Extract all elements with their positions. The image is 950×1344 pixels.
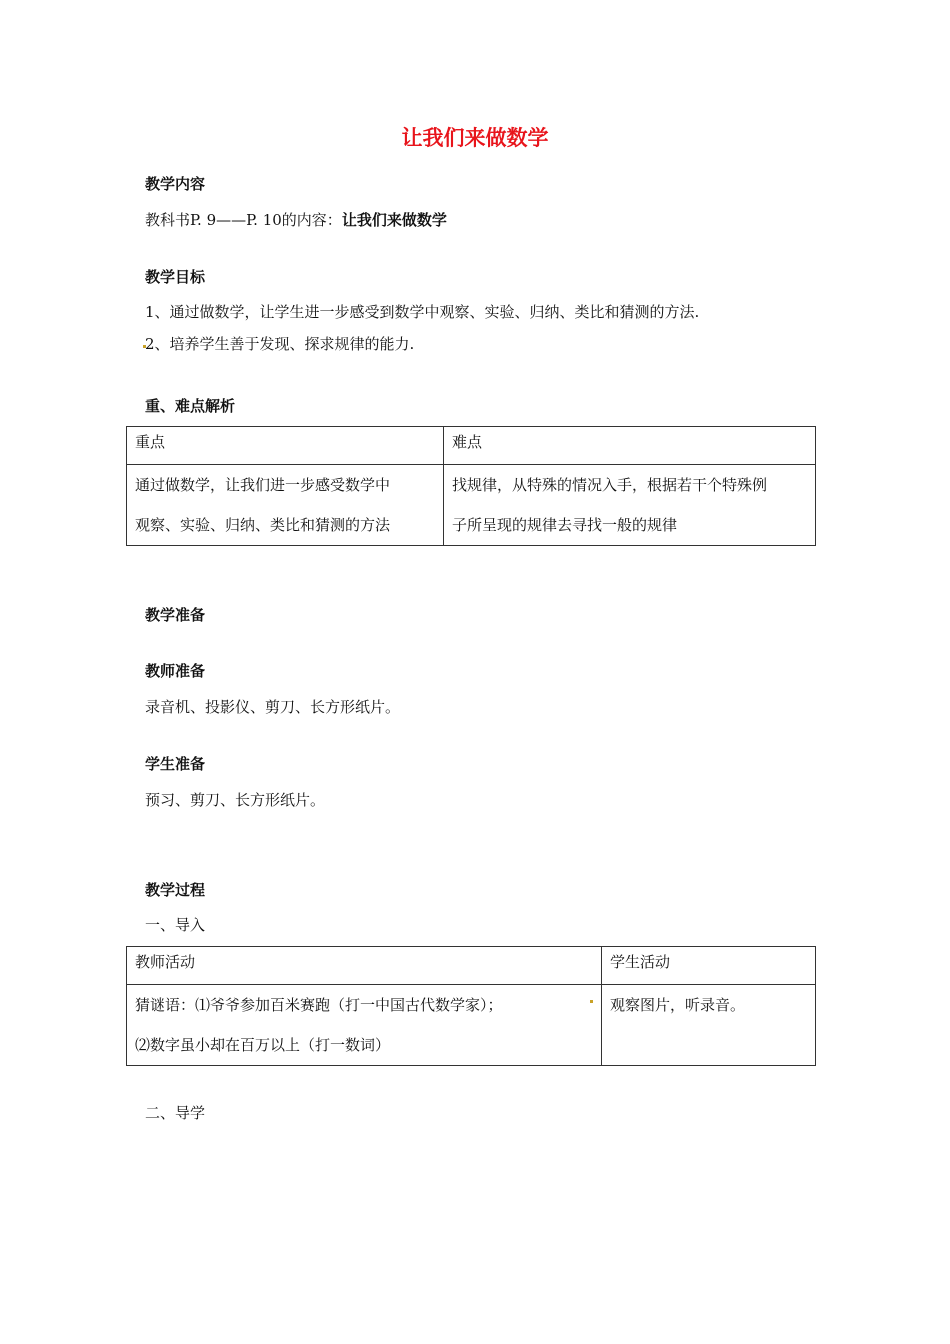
table-header-key: 重点 — [127, 427, 444, 465]
table-cell-teacher — [127, 985, 602, 1066]
key-points-heading: 重、难点解析 — [145, 397, 236, 415]
content-text-prefix: 教科书P. 9——P. 10的内容： — [145, 211, 342, 229]
table-header-student: 学生活动 — [602, 947, 816, 985]
goal-item-1: 1、通过做数学，让学生进一步感受到数学中观察、实验、归纳、类比和猜测的方法. — [145, 303, 700, 321]
student-prep-text: 预习、剪刀、长方形纸片。 — [145, 791, 326, 809]
table-cell-line: 子所呈现的规律去寻找一般的规律 — [452, 516, 678, 534]
page-title: 让我们来做数学 — [401, 126, 549, 150]
table-cell-line: 通过做数学，让我们进一步感受数学中 — [135, 476, 391, 494]
goals-heading: 教学目标 — [145, 268, 206, 286]
table-cell-key — [127, 465, 444, 546]
teacher-prep-heading: 教师准备 — [145, 662, 206, 680]
goal-item-2: 2、培养学生善于发现、探求规律的能力. — [145, 335, 415, 353]
intro-table — [126, 946, 816, 1066]
content-heading: 教学内容 — [145, 175, 206, 193]
process-heading: 教学过程 — [145, 881, 206, 899]
table-cell-line: ⑵数字虽小却在百万以上（打一数词） — [135, 1036, 391, 1054]
section-guide: 二、导学 — [145, 1104, 206, 1122]
preparation-heading: 教学准备 — [145, 606, 206, 624]
teacher-prep-text: 录音机、投影仪、剪刀、长方形纸片。 — [145, 698, 401, 716]
table-header-difficulty: 难点 — [444, 427, 816, 465]
table-cell-difficulty — [444, 465, 816, 546]
content-text — [145, 209, 447, 230]
table-cell-line: 猜谜语：⑴爷爷参加百米赛跑（打一中国古代数学家）； — [135, 996, 503, 1014]
section-intro: 一、导入 — [145, 916, 206, 934]
key-points-table — [126, 426, 816, 546]
student-prep-heading: 学生准备 — [145, 755, 206, 773]
content-text-bold: 让我们来做数学 — [341, 211, 447, 229]
highlight-mark — [590, 1000, 593, 1003]
table-cell-line: 观察、实验、归纳、类比和猜测的方法 — [135, 516, 391, 534]
table-header-teacher: 教师活动 — [127, 947, 602, 985]
table-cell-student: 观察图片，听录音。 — [602, 985, 816, 1066]
table-cell-line: 找规律，从特殊的情况入手，根据若干个特殊例 — [452, 476, 768, 494]
